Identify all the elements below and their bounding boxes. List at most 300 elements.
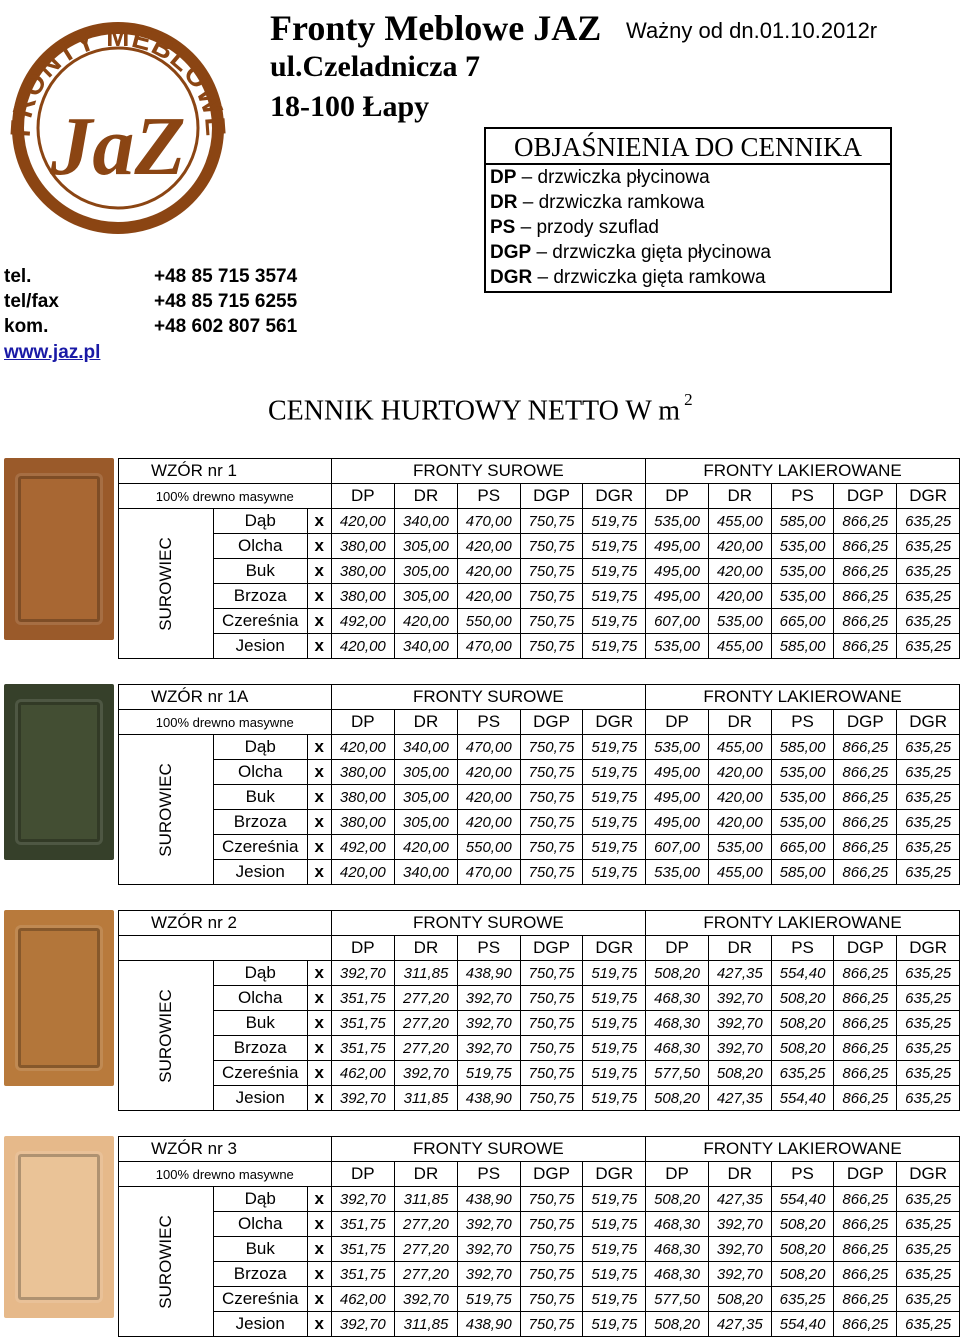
price-cell: 866,25 bbox=[834, 1262, 897, 1287]
contact-label: tel. bbox=[4, 266, 32, 287]
column-header: PS bbox=[457, 1162, 520, 1187]
legend-item bbox=[486, 265, 890, 290]
column-header: DGP bbox=[520, 1162, 583, 1187]
wood-name: Brzoza bbox=[213, 584, 307, 609]
price-cell: 665,00 bbox=[771, 835, 834, 860]
wood-name: Dąb bbox=[213, 1187, 307, 1212]
price-cell: 554,40 bbox=[771, 1187, 834, 1212]
price-cell: 420,00 bbox=[708, 785, 771, 810]
x-mark: x bbox=[307, 1036, 331, 1061]
price-cell: 750,75 bbox=[520, 735, 583, 760]
x-mark: x bbox=[307, 1212, 331, 1237]
price-list-title-text: CENNIK HURTOWY NETTO W m bbox=[268, 395, 681, 427]
price-cell: 750,75 bbox=[520, 986, 583, 1011]
price-list-title bbox=[268, 390, 693, 427]
price-cell: 392,70 bbox=[708, 986, 771, 1011]
x-mark: x bbox=[307, 1011, 331, 1036]
price-cell: 866,25 bbox=[834, 986, 897, 1011]
x-mark: x bbox=[307, 835, 331, 860]
pattern-title: WZÓR nr 2 bbox=[119, 911, 332, 936]
group-raw: FRONTY SUROWE bbox=[331, 911, 646, 936]
price-cell: 392,70 bbox=[708, 1212, 771, 1237]
price-cell: 519,75 bbox=[583, 609, 646, 634]
price-cell: 866,25 bbox=[834, 810, 897, 835]
price-cell: 866,25 bbox=[834, 609, 897, 634]
price-cell: 519,75 bbox=[583, 1237, 646, 1262]
x-mark: x bbox=[307, 1086, 331, 1111]
price-cell: 750,75 bbox=[520, 509, 583, 534]
price-cell: 635,25 bbox=[897, 735, 960, 760]
table-columns-row bbox=[119, 484, 960, 509]
table-row bbox=[119, 634, 960, 659]
table-header-row bbox=[119, 459, 960, 484]
price-cell: 519,75 bbox=[583, 1312, 646, 1337]
price-cell: 550,00 bbox=[457, 609, 520, 634]
price-cell: 635,25 bbox=[897, 1086, 960, 1111]
table-row bbox=[119, 1011, 960, 1036]
price-cell: 635,25 bbox=[897, 986, 960, 1011]
wood-name: Brzoza bbox=[213, 1262, 307, 1287]
wood-name: Jesion bbox=[213, 1086, 307, 1111]
price-cell: 535,00 bbox=[771, 559, 834, 584]
x-mark: x bbox=[307, 1061, 331, 1086]
price-cell: 665,00 bbox=[771, 609, 834, 634]
price-cell: 866,25 bbox=[834, 735, 897, 760]
price-cell: 866,25 bbox=[834, 760, 897, 785]
price-cell: 392,70 bbox=[457, 1262, 520, 1287]
price-cell: 866,25 bbox=[834, 534, 897, 559]
price-cell: 866,25 bbox=[834, 1312, 897, 1337]
x-mark: x bbox=[307, 1287, 331, 1312]
column-header: DGR bbox=[897, 484, 960, 509]
price-cell: 519,75 bbox=[583, 1011, 646, 1036]
price-cell: 519,75 bbox=[457, 1061, 520, 1086]
price-cell: 750,75 bbox=[520, 634, 583, 659]
x-mark: x bbox=[307, 785, 331, 810]
side-label: SUROWIEC bbox=[155, 536, 175, 631]
x-mark: x bbox=[307, 559, 331, 584]
column-header: DGP bbox=[520, 936, 583, 961]
wood-name: Czereśnia bbox=[213, 835, 307, 860]
price-cell: 351,75 bbox=[331, 1262, 395, 1287]
price-cell: 420,00 bbox=[708, 559, 771, 584]
price-cell: 470,00 bbox=[457, 634, 520, 659]
price-cell: 277,20 bbox=[395, 1011, 458, 1036]
price-cell: 277,20 bbox=[395, 1036, 458, 1061]
price-cell: 750,75 bbox=[520, 1212, 583, 1237]
price-cell: 420,00 bbox=[708, 760, 771, 785]
column-header: DGP bbox=[834, 936, 897, 961]
price-cell: 635,25 bbox=[897, 1061, 960, 1086]
price-cell: 535,00 bbox=[646, 860, 709, 885]
company-logo bbox=[2, 6, 234, 234]
price-cell: 468,30 bbox=[646, 1262, 709, 1287]
door-image bbox=[4, 684, 114, 860]
price-cell: 380,00 bbox=[331, 810, 395, 835]
contact-value: +48 85 715 3574 bbox=[154, 266, 298, 287]
price-cell: 635,25 bbox=[897, 961, 960, 986]
price-cell: 635,25 bbox=[897, 534, 960, 559]
price-cell: 607,00 bbox=[646, 835, 709, 860]
column-header: DP bbox=[331, 484, 395, 509]
price-cell: 750,75 bbox=[520, 1036, 583, 1061]
wood-name: Buk bbox=[213, 785, 307, 810]
price-cell: 311,85 bbox=[395, 961, 458, 986]
price-cell: 492,00 bbox=[331, 609, 395, 634]
price-cell: 508,20 bbox=[771, 1011, 834, 1036]
x-mark: x bbox=[307, 1237, 331, 1262]
price-cell: 519,75 bbox=[583, 1262, 646, 1287]
price-cell: 866,25 bbox=[834, 1036, 897, 1061]
wood-name: Brzoza bbox=[213, 810, 307, 835]
column-header: DR bbox=[395, 936, 458, 961]
group-lacquered: FRONTY LAKIEROWANE bbox=[646, 459, 960, 484]
wood-name: Olcha bbox=[213, 534, 307, 559]
price-cell: 420,00 bbox=[331, 735, 395, 760]
price-cell: 635,25 bbox=[897, 584, 960, 609]
price-cell: 420,00 bbox=[708, 534, 771, 559]
price-cell: 519,75 bbox=[583, 860, 646, 885]
side-label-cell bbox=[119, 961, 214, 1111]
contact-label: tel/fax bbox=[4, 291, 59, 312]
price-cell: 866,25 bbox=[834, 634, 897, 659]
price-cell: 468,30 bbox=[646, 1212, 709, 1237]
side-label-cell bbox=[119, 735, 214, 885]
price-cell: 508,20 bbox=[771, 1262, 834, 1287]
table-row bbox=[119, 509, 960, 534]
price-cell: 750,75 bbox=[520, 1011, 583, 1036]
contact-label: kom. bbox=[4, 316, 49, 337]
price-cell: 455,00 bbox=[708, 509, 771, 534]
wood-name: Jesion bbox=[213, 1312, 307, 1337]
price-cell: 866,25 bbox=[834, 1287, 897, 1312]
price-cell: 750,75 bbox=[520, 860, 583, 885]
door-image bbox=[4, 1136, 114, 1318]
column-header: DP bbox=[646, 1162, 709, 1187]
price-cell: 495,00 bbox=[646, 810, 709, 835]
price-cell: 635,25 bbox=[897, 1262, 960, 1287]
price-cell: 535,00 bbox=[708, 609, 771, 634]
group-lacquered: FRONTY LAKIEROWANE bbox=[646, 685, 960, 710]
side-label: SUROWIEC bbox=[155, 988, 175, 1083]
legend-code: DGR bbox=[490, 267, 533, 288]
column-header: DGP bbox=[520, 710, 583, 735]
price-cell: 392,70 bbox=[457, 1212, 520, 1237]
price-cell: 635,25 bbox=[897, 760, 960, 785]
price-cell: 351,75 bbox=[331, 986, 395, 1011]
street-address: ul.Czeladnicza 7 bbox=[270, 50, 480, 83]
x-mark: x bbox=[307, 584, 331, 609]
legend-text: – drzwiczka gięta ramkowa bbox=[532, 267, 766, 288]
price-cell: 750,75 bbox=[520, 1287, 583, 1312]
wood-name: Olcha bbox=[213, 986, 307, 1011]
door-panel bbox=[18, 702, 99, 843]
column-header: DGR bbox=[897, 1162, 960, 1187]
price-cell: 535,00 bbox=[646, 634, 709, 659]
legend-box bbox=[484, 127, 892, 293]
price-cell: 585,00 bbox=[771, 509, 834, 534]
table-columns-row bbox=[119, 936, 960, 961]
price-cell: 468,30 bbox=[646, 986, 709, 1011]
price-cell: 427,35 bbox=[708, 1086, 771, 1111]
price-cell: 535,00 bbox=[771, 785, 834, 810]
legend-title: OBJAŚNIENIA DO CENNIKA bbox=[486, 129, 890, 165]
valid-from: Ważny od dn.01.10.2012r bbox=[626, 18, 878, 43]
legend-text: – drzwiczka płycinowa bbox=[516, 167, 710, 188]
price-cell: 635,25 bbox=[897, 1011, 960, 1036]
column-header: DR bbox=[708, 710, 771, 735]
pattern-subtitle bbox=[119, 936, 332, 961]
logo-arc-text: FRONTY MEBLOWE bbox=[4, 20, 232, 138]
price-cell: 420,00 bbox=[457, 785, 520, 810]
price-cell: 750,75 bbox=[520, 835, 583, 860]
wood-name: Jesion bbox=[213, 634, 307, 659]
column-header: PS bbox=[771, 484, 834, 509]
price-cell: 866,25 bbox=[834, 509, 897, 534]
table-columns-row bbox=[119, 1162, 960, 1187]
website-link[interactable]: www.jaz.pl bbox=[4, 342, 101, 363]
price-cell: 866,25 bbox=[834, 1187, 897, 1212]
price-cell: 392,70 bbox=[395, 1061, 458, 1086]
price-cell: 635,25 bbox=[897, 835, 960, 860]
price-cell: 635,25 bbox=[897, 509, 960, 534]
price-table bbox=[118, 684, 960, 885]
side-label: SUROWIEC bbox=[155, 762, 175, 857]
price-cell: 420,00 bbox=[457, 584, 520, 609]
price-cell: 519,75 bbox=[457, 1287, 520, 1312]
city-address: 18-100 Łapy bbox=[270, 90, 430, 123]
price-cell: 635,25 bbox=[897, 634, 960, 659]
table-row bbox=[119, 785, 960, 810]
price-cell: 750,75 bbox=[520, 785, 583, 810]
column-header: DR bbox=[708, 484, 771, 509]
door-image bbox=[4, 910, 114, 1086]
table-row bbox=[119, 1287, 960, 1312]
price-cell: 866,25 bbox=[834, 1212, 897, 1237]
column-header: DR bbox=[395, 484, 458, 509]
price-cell: 866,25 bbox=[834, 1086, 897, 1111]
price-cell: 750,75 bbox=[520, 1237, 583, 1262]
price-cell: 750,75 bbox=[520, 1262, 583, 1287]
price-cell: 866,25 bbox=[834, 785, 897, 810]
price-cell: 380,00 bbox=[331, 584, 395, 609]
price-cell: 519,75 bbox=[583, 835, 646, 860]
price-cell: 519,75 bbox=[583, 961, 646, 986]
price-cell: 392,70 bbox=[331, 961, 395, 986]
x-mark: x bbox=[307, 986, 331, 1011]
x-mark: x bbox=[307, 634, 331, 659]
legend-item bbox=[486, 240, 890, 265]
price-cell: 420,00 bbox=[708, 584, 771, 609]
price-cell: 305,00 bbox=[395, 534, 458, 559]
contact-mobile bbox=[4, 316, 298, 338]
price-cell: 305,00 bbox=[395, 559, 458, 584]
price-cell: 554,40 bbox=[771, 961, 834, 986]
price-cell: 305,00 bbox=[395, 785, 458, 810]
group-raw: FRONTY SUROWE bbox=[331, 685, 646, 710]
legend-code: PS bbox=[490, 217, 516, 238]
price-cell: 635,25 bbox=[897, 1187, 960, 1212]
price-cell: 392,70 bbox=[457, 1237, 520, 1262]
table-row bbox=[119, 810, 960, 835]
price-cell: 519,75 bbox=[583, 1036, 646, 1061]
table-row bbox=[119, 1262, 960, 1287]
price-cell: 607,00 bbox=[646, 609, 709, 634]
price-cell: 554,40 bbox=[771, 1086, 834, 1111]
price-cell: 305,00 bbox=[395, 810, 458, 835]
x-mark: x bbox=[307, 1262, 331, 1287]
table-row bbox=[119, 609, 960, 634]
price-cell: 392,70 bbox=[708, 1011, 771, 1036]
column-header: DR bbox=[395, 710, 458, 735]
price-cell: 750,75 bbox=[520, 534, 583, 559]
price-cell: 420,00 bbox=[457, 534, 520, 559]
price-cell: 508,20 bbox=[771, 1036, 834, 1061]
x-mark: x bbox=[307, 735, 331, 760]
wood-name: Czereśnia bbox=[213, 609, 307, 634]
price-cell: 635,25 bbox=[897, 785, 960, 810]
price-cell: 519,75 bbox=[583, 810, 646, 835]
pattern-title: WZÓR nr 1A bbox=[119, 685, 332, 710]
price-cell: 351,75 bbox=[331, 1036, 395, 1061]
legend-text: – drzwiczka gięta płycinowa bbox=[531, 242, 771, 263]
price-cell: 380,00 bbox=[331, 785, 395, 810]
legend-item bbox=[486, 165, 890, 190]
price-cell: 392,70 bbox=[708, 1036, 771, 1061]
column-header: DGR bbox=[897, 936, 960, 961]
contact-value: +48 602 807 561 bbox=[154, 316, 298, 337]
price-cell: 438,90 bbox=[457, 1312, 520, 1337]
price-cell: 554,40 bbox=[771, 1312, 834, 1337]
price-cell: 750,75 bbox=[520, 1061, 583, 1086]
table-row bbox=[119, 860, 960, 885]
price-cell: 277,20 bbox=[395, 1237, 458, 1262]
wood-name: Jesion bbox=[213, 860, 307, 885]
x-mark: x bbox=[307, 509, 331, 534]
price-cell: 438,90 bbox=[457, 961, 520, 986]
price-cell: 635,25 bbox=[897, 810, 960, 835]
price-cell: 750,75 bbox=[520, 584, 583, 609]
wood-name: Dąb bbox=[213, 961, 307, 986]
price-cell: 277,20 bbox=[395, 1262, 458, 1287]
price-cell: 750,75 bbox=[520, 1312, 583, 1337]
column-header: DR bbox=[708, 1162, 771, 1187]
price-cell: 635,25 bbox=[897, 559, 960, 584]
price-cell: 519,75 bbox=[583, 584, 646, 609]
wood-name: Dąb bbox=[213, 509, 307, 534]
price-cell: 635,25 bbox=[897, 860, 960, 885]
price-cell: 508,20 bbox=[708, 1287, 771, 1312]
price-cell: 340,00 bbox=[395, 509, 458, 534]
price-cell: 470,00 bbox=[457, 509, 520, 534]
price-cell: 420,00 bbox=[395, 609, 458, 634]
x-mark: x bbox=[307, 609, 331, 634]
column-header: DP bbox=[331, 936, 395, 961]
table-columns-row bbox=[119, 710, 960, 735]
price-cell: 508,20 bbox=[708, 1061, 771, 1086]
price-cell: 455,00 bbox=[708, 735, 771, 760]
price-cell: 340,00 bbox=[395, 860, 458, 885]
price-cell: 392,70 bbox=[708, 1262, 771, 1287]
price-cell: 420,00 bbox=[457, 760, 520, 785]
legend-text: – przody szuflad bbox=[515, 217, 659, 238]
column-header: DR bbox=[395, 1162, 458, 1187]
price-cell: 535,00 bbox=[646, 735, 709, 760]
price-cell: 427,35 bbox=[708, 1187, 771, 1212]
price-cell: 519,75 bbox=[583, 1212, 646, 1237]
price-cell: 468,30 bbox=[646, 1011, 709, 1036]
price-cell: 492,00 bbox=[331, 835, 395, 860]
contact-telfax bbox=[4, 291, 298, 313]
price-cell: 535,00 bbox=[771, 584, 834, 609]
price-cell: 635,25 bbox=[897, 1212, 960, 1237]
price-cell: 750,75 bbox=[520, 1086, 583, 1111]
price-cell: 277,20 bbox=[395, 986, 458, 1011]
table-row bbox=[119, 559, 960, 584]
price-cell: 508,20 bbox=[646, 961, 709, 986]
column-header: DGP bbox=[520, 484, 583, 509]
price-cell: 585,00 bbox=[771, 860, 834, 885]
price-cell: 750,75 bbox=[520, 961, 583, 986]
price-cell: 508,20 bbox=[646, 1086, 709, 1111]
price-cell: 635,25 bbox=[771, 1287, 834, 1312]
column-header: DR bbox=[708, 936, 771, 961]
column-header: DP bbox=[331, 710, 395, 735]
price-cell: 519,75 bbox=[583, 559, 646, 584]
column-header: DGR bbox=[583, 936, 646, 961]
table-header-row bbox=[119, 911, 960, 936]
table-row bbox=[119, 1187, 960, 1212]
door-panel bbox=[18, 928, 99, 1069]
price-cell: 750,75 bbox=[520, 810, 583, 835]
price-cell: 495,00 bbox=[646, 584, 709, 609]
price-cell: 470,00 bbox=[457, 735, 520, 760]
wood-name: Buk bbox=[213, 1237, 307, 1262]
price-cell: 455,00 bbox=[708, 860, 771, 885]
price-cell: 495,00 bbox=[646, 760, 709, 785]
price-cell: 392,70 bbox=[708, 1237, 771, 1262]
table-row bbox=[119, 1036, 960, 1061]
price-cell: 519,75 bbox=[583, 735, 646, 760]
price-cell: 866,25 bbox=[834, 1237, 897, 1262]
price-cell: 438,90 bbox=[457, 1086, 520, 1111]
price-cell: 519,75 bbox=[583, 760, 646, 785]
contact-tel bbox=[4, 266, 298, 288]
wood-name: Buk bbox=[213, 1011, 307, 1036]
price-cell: 535,00 bbox=[771, 760, 834, 785]
price-cell: 577,50 bbox=[646, 1061, 709, 1086]
price-cell: 635,25 bbox=[897, 1287, 960, 1312]
column-header: PS bbox=[457, 710, 520, 735]
x-mark: x bbox=[307, 534, 331, 559]
column-header: DGP bbox=[834, 1162, 897, 1187]
price-cell: 508,20 bbox=[646, 1187, 709, 1212]
price-cell: 508,20 bbox=[646, 1312, 709, 1337]
column-header: DGR bbox=[583, 710, 646, 735]
price-cell: 392,70 bbox=[331, 1187, 395, 1212]
wood-name: Buk bbox=[213, 559, 307, 584]
wood-name: Olcha bbox=[213, 760, 307, 785]
price-cell: 311,85 bbox=[395, 1086, 458, 1111]
price-cell: 866,25 bbox=[834, 1061, 897, 1086]
wood-name: Czereśnia bbox=[213, 1061, 307, 1086]
price-cell: 866,25 bbox=[834, 584, 897, 609]
price-cell: 750,75 bbox=[520, 1187, 583, 1212]
logo-initials: JaZ bbox=[50, 100, 186, 193]
price-cell: 577,50 bbox=[646, 1287, 709, 1312]
price-cell: 420,00 bbox=[331, 509, 395, 534]
price-cell: 311,85 bbox=[395, 1312, 458, 1337]
